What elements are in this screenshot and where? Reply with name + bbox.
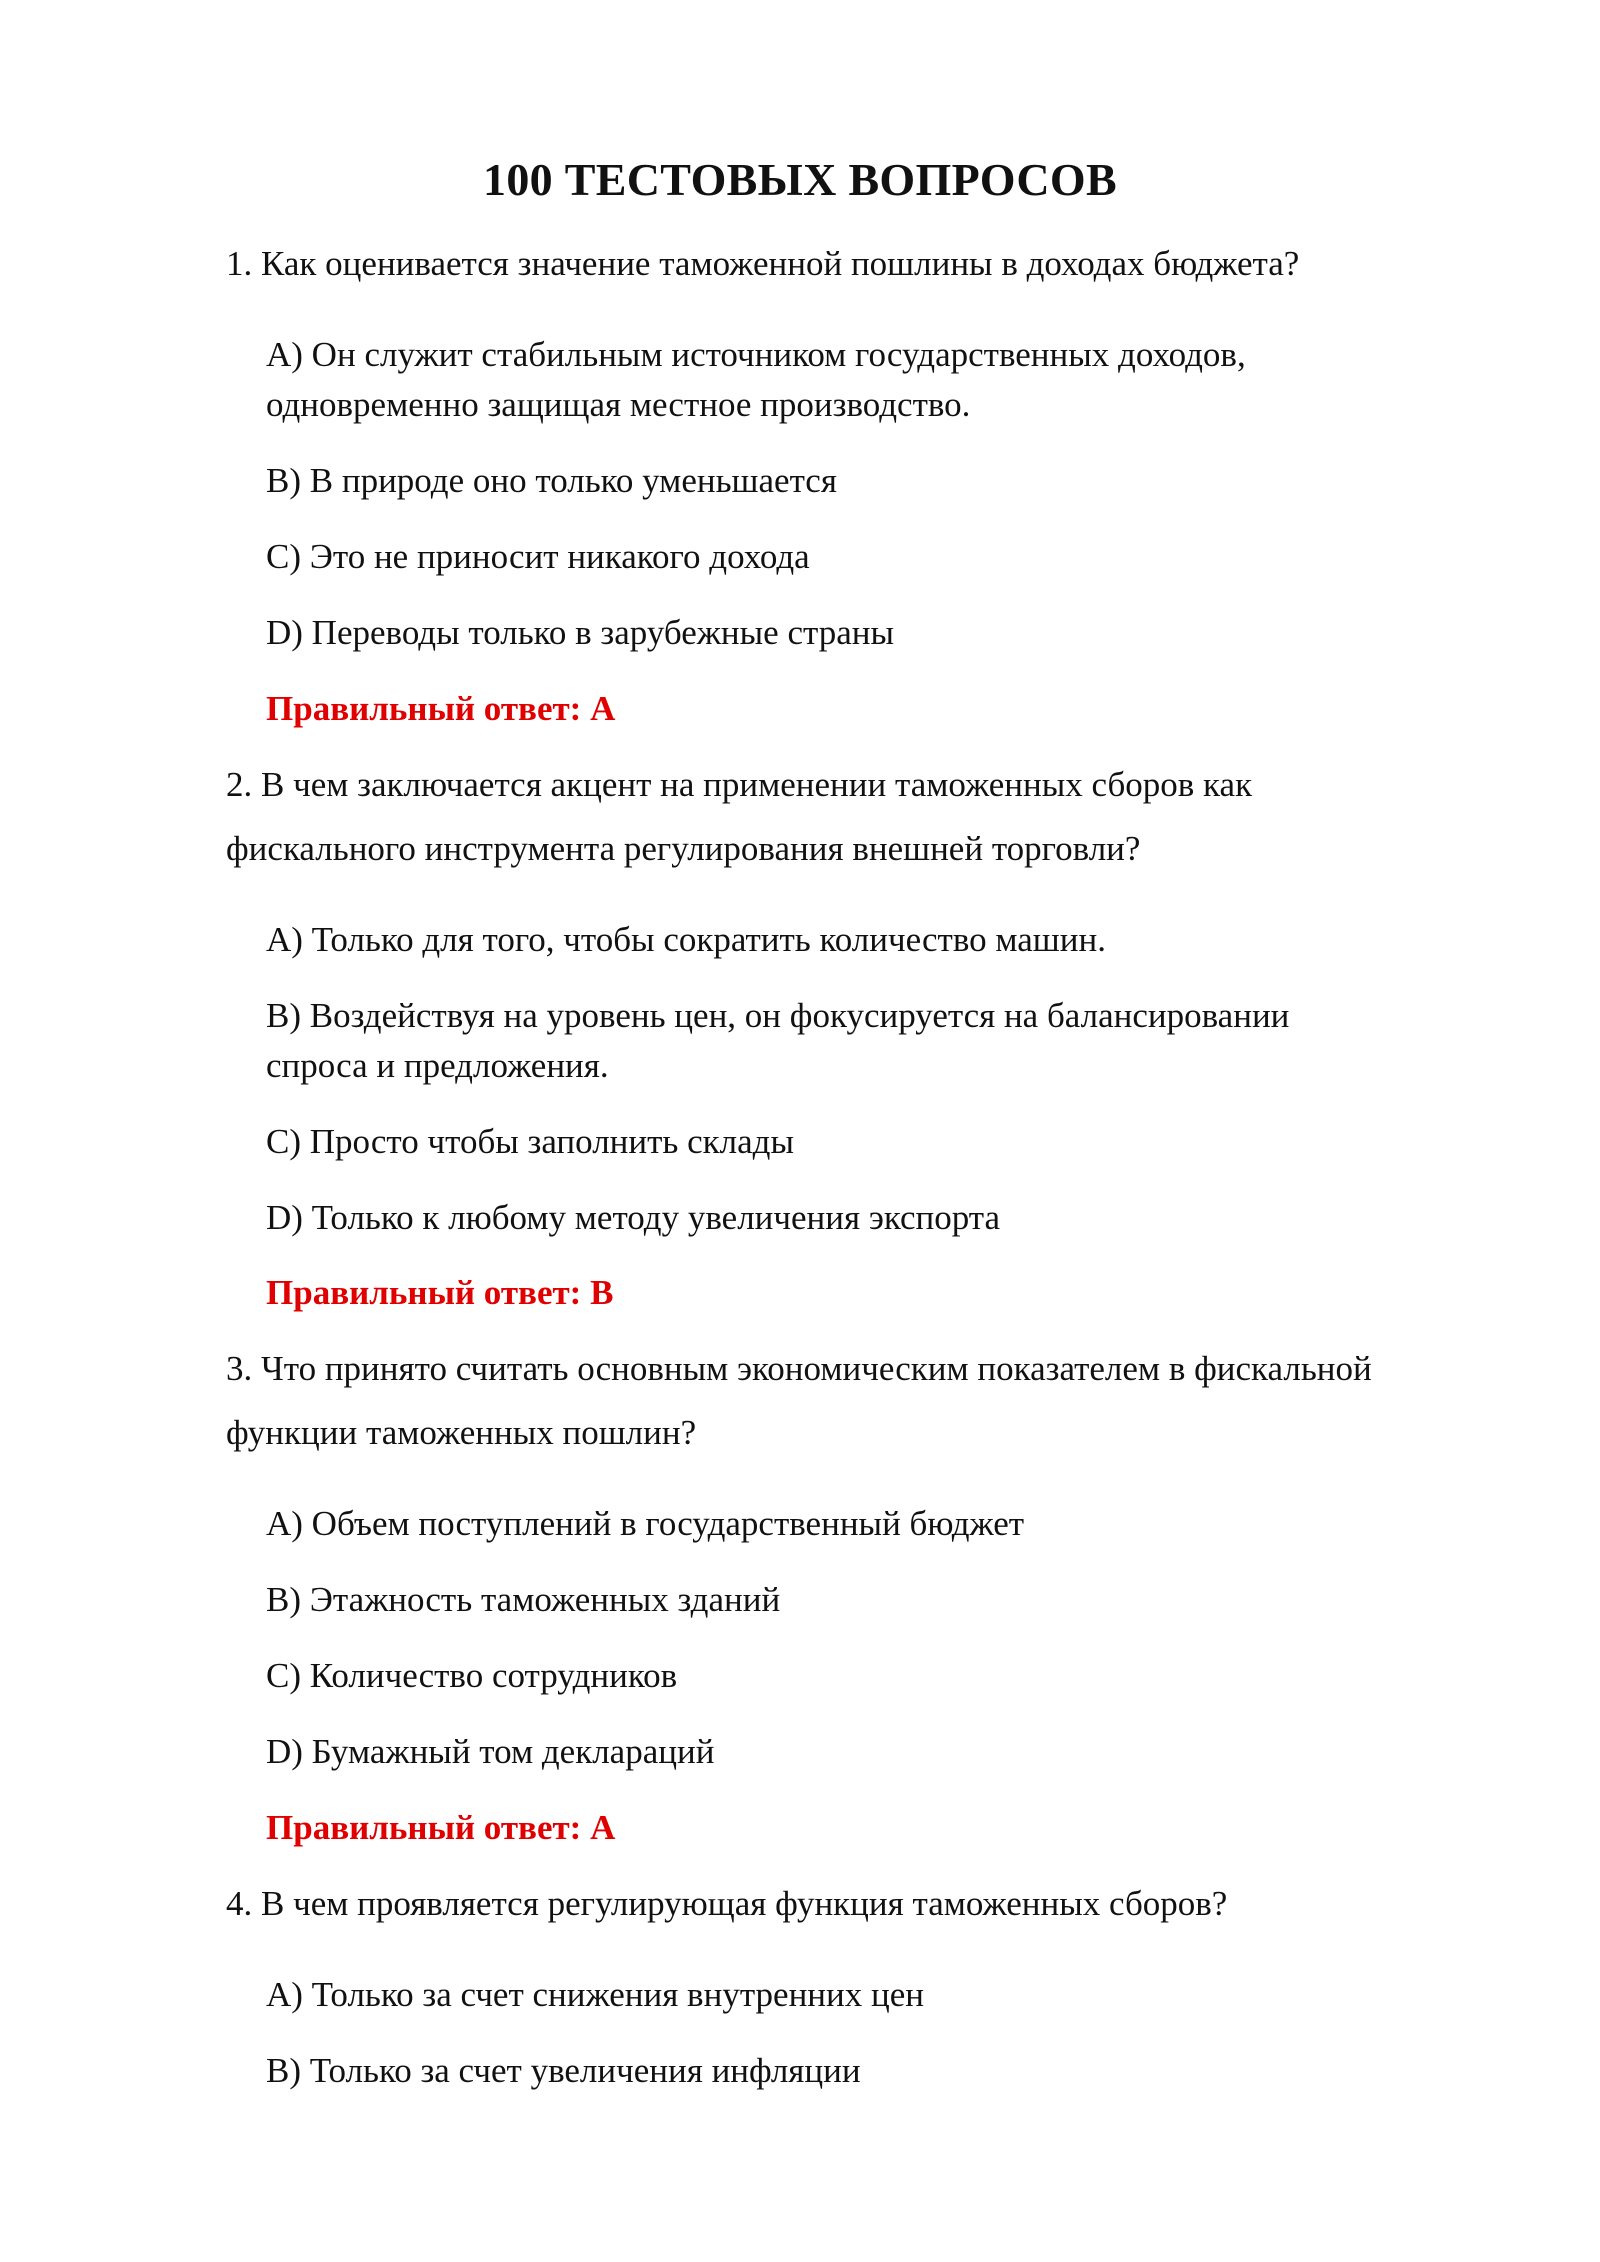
question-2-text-cont: фискального инструмента регулирования внешней торговли?	[226, 829, 1141, 868]
question-3-option-d: D) Бумажный том деклараций	[266, 1732, 715, 1771]
question-3-text-cont: функции таможенных пошлин?	[226, 1413, 697, 1452]
question-1-option-d: D) Переводы только в зарубежные страны	[266, 613, 895, 652]
question-1-option-a-cont: одновременно защищая местное производство.	[266, 385, 971, 424]
question-4-option-b: B) Только за счет увеличения инфляции	[266, 2051, 861, 2090]
question-3-option-c: C) Количество сотрудников	[266, 1656, 678, 1695]
question-2-option-b: B) Воздействуя на уровень цен, он фокусируется на балансировании	[266, 996, 1290, 1035]
question-3-option-a: A) Объем поступлений в государственный бюджет	[266, 1504, 1025, 1543]
question-2-option-b-cont: спроса и предложения.	[266, 1046, 609, 1085]
question-1-option-b: B) В природе оно только уменьшается	[266, 461, 837, 500]
page-title: 100 ТЕСТОВЫХ ВОПРОСОВ	[483, 154, 1117, 205]
question-1-answer: Правильный ответ: A	[266, 689, 616, 728]
question-1-option-c: C) Это не приносит никакого дохода	[266, 537, 810, 576]
question-3-option-b: B) Этажность таможенных зданий	[266, 1580, 781, 1619]
question-4-option-a: A) Только за счет снижения внутренних цен	[266, 1975, 925, 2014]
question-1-option-a: A) Он служит стабильным источником государственных доходов,	[266, 335, 1246, 374]
question-2-option-c: C) Просто чтобы заполнить склады	[266, 1122, 794, 1161]
question-2-option-d: D) Только к любому методу увеличения экспорта	[266, 1198, 1001, 1237]
question-4-text: 4. В чем проявляется регулирующая функция таможенных сборов?	[226, 1884, 1228, 1923]
question-2-answer: Правильный ответ: B	[266, 1273, 614, 1312]
question-1-text: 1. Как оценивается значение таможенной пошлины в доходах бюджета?	[226, 244, 1300, 283]
question-3-answer: Правильный ответ: A	[266, 1808, 616, 1847]
question-3-text: 3. Что принято считать основным экономическим показателем в фискальной	[226, 1349, 1372, 1388]
question-2-text: 2. В чем заключается акцент на применении таможенных сборов как	[226, 765, 1253, 804]
question-2-option-a: A) Только для того, чтобы сократить количество машин.	[266, 920, 1106, 959]
